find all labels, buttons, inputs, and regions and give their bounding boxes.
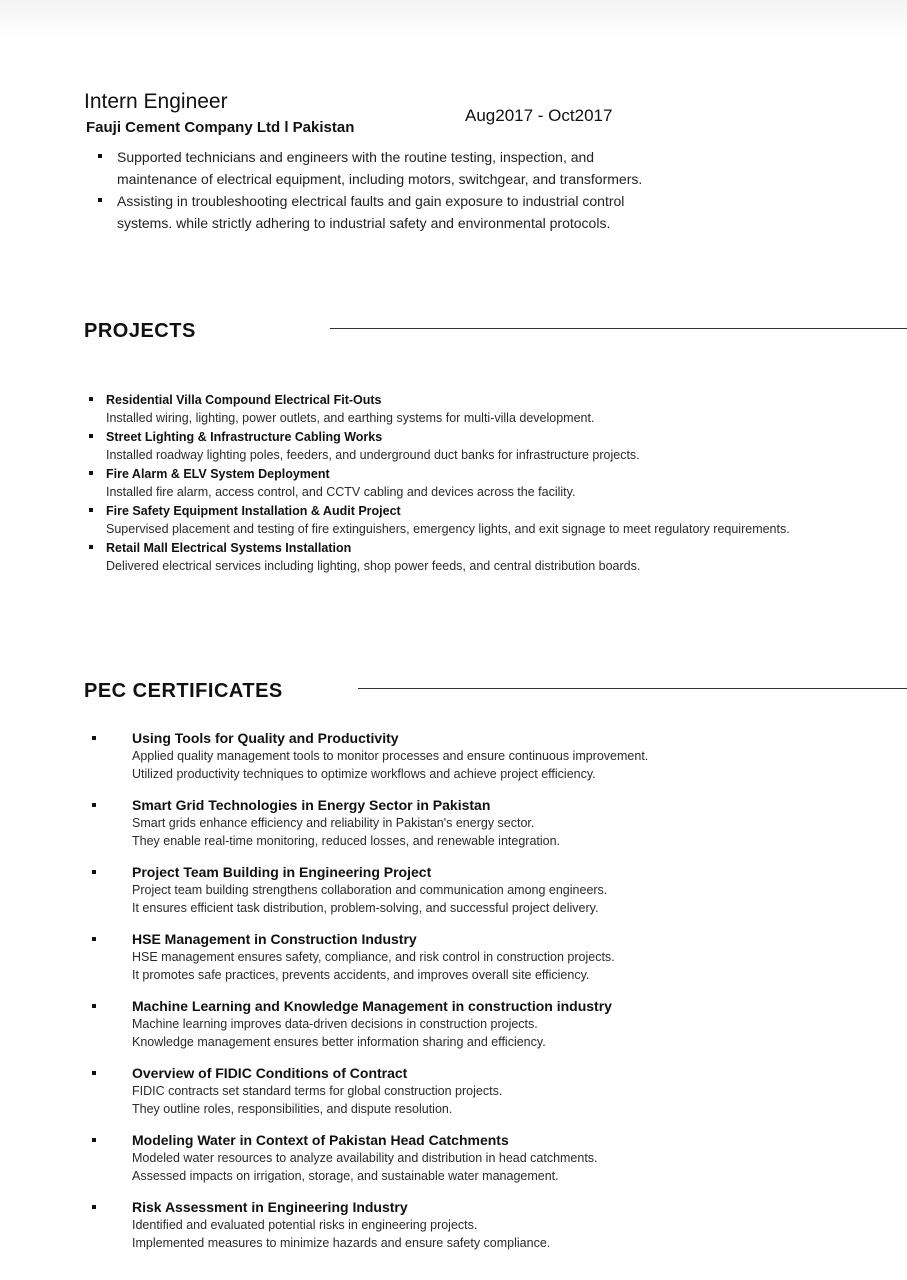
project-description: Installed fire alarm, access control, and CCTV cabling and devices across the facility. [106,485,576,499]
certificate-item [90,1197,850,1264]
job-bullet: Supported technicians and engineers with the routine testing, inspection, and maintenance of electrical equipment, including motors, switchgear, and transformers. [96,146,656,190]
certificate-description: Assessed impacts on irrigation, storage, and sustainable water management. [132,1168,559,1183]
certificate-description: It promotes safe practices, prevents accidents, and improves overall site efficiency. [132,967,590,982]
certificate-description: It ensures efficient task distribution, problem-solving, and successful project delivery. [132,900,599,915]
certificate-description: Modeled water resources to analyze availability and distribution in head catchments. [132,1151,598,1165]
certificate-description: Implemented measures to minimize hazards and ensure safety compliance. [132,1235,551,1250]
certificate-item [90,1063,850,1130]
certificate-description: FIDIC contracts set standard terms for global construction projects. [132,1084,503,1098]
project-description: Installed wiring, lighting, power outlets, and earthing systems for multi-villa development. [106,411,595,425]
certificate-item [90,1130,850,1197]
certificate-item [90,728,850,795]
project-item [88,465,888,501]
project-item [88,428,888,464]
certificate-description: They enable real-time monitoring, reduced losses, and renewable integration. [132,833,561,848]
certificate-item [90,862,850,929]
certificate-item [90,795,850,862]
certificate-title: Project Team Building in Engineering Project [132,864,432,880]
certificates-divider [358,688,907,689]
projects-divider [330,328,907,329]
certificate-title: Modeling Water in Context of Pakistan Head Catchments [132,1132,509,1148]
job-bullet: Assisting in troubleshooting electrical faults and gain exposure to industrial control systems. while strictly adhering to industrial safety and environmental protocols. [96,190,656,234]
certificate-title: Overview of FIDIC Conditions of Contract [132,1065,408,1081]
project-description: Delivered electrical services including lighting, shop power feeds, and central distribution boards. [106,559,641,573]
job-bullet-list [96,146,656,234]
project-description: Supervised placement and testing of fire extinguishers, emergency lights, and exit signage to meet regulatory requirements. [106,522,790,536]
job-title: Intern Engineer [84,90,228,113]
job-company: Fauji Cement Company Ltd l Pakistan [86,119,355,136]
certificate-item [90,929,850,996]
certificate-description: Applied quality management tools to monitor processes and ensure continuous improvement. [132,749,649,763]
certificates-heading: PEC CERTIFICATES [84,680,283,702]
certificate-description: Smart grids enhance efficiency and reliability in Pakistan's energy sector. [132,816,535,830]
certificate-title: Risk Assessment in Engineering Industry [132,1199,408,1215]
certificate-description: Knowledge management ensures better information sharing and efficiency. [132,1034,546,1049]
project-description: Installed roadway lighting poles, feeders, and underground duct banks for infrastructure projects. [106,448,640,462]
project-item [88,502,888,538]
project-item [88,539,888,575]
project-list [88,391,888,576]
project-title: Residential Villa Compound Electrical Fit-Outs [106,393,382,407]
certificate-description: Project team building strengthens collaboration and communication among engineers. [132,883,608,897]
project-item [88,391,888,427]
certificate-title: HSE Management in Construction Industry [132,931,417,947]
certificate-description: They outline roles, responsibilities, and dispute resolution. [132,1101,453,1116]
certificate-description: Identified and evaluated potential risks in engineering projects. [132,1218,478,1232]
project-title: Fire Alarm & ELV System Deployment [106,467,330,481]
certificate-description: Machine learning improves data-driven decisions in construction projects. [132,1017,538,1031]
project-title: Street Lighting & Infrastructure Cabling Works [106,430,383,444]
projects-heading: PROJECTS [84,320,196,342]
certificate-list [90,728,850,1264]
job-dates: Aug2017 - Oct2017 [465,106,613,125]
project-title: Retail Mall Electrical Systems Installation [106,541,352,555]
certificate-title: Smart Grid Technologies in Energy Sector in Pakistan [132,797,491,813]
certificate-description: HSE management ensures safety, compliance, and risk control in construction projects. [132,950,615,964]
certificate-item [90,996,850,1063]
project-title: Fire Safety Equipment Installation & Audit Project [106,504,401,518]
certificate-description: Utilized productivity techniques to optimize workflows and achieve project efficiency. [132,766,596,781]
certificate-title: Using Tools for Quality and Productivity [132,730,399,746]
certificate-title: Machine Learning and Knowledge Management in construction industry [132,998,612,1014]
